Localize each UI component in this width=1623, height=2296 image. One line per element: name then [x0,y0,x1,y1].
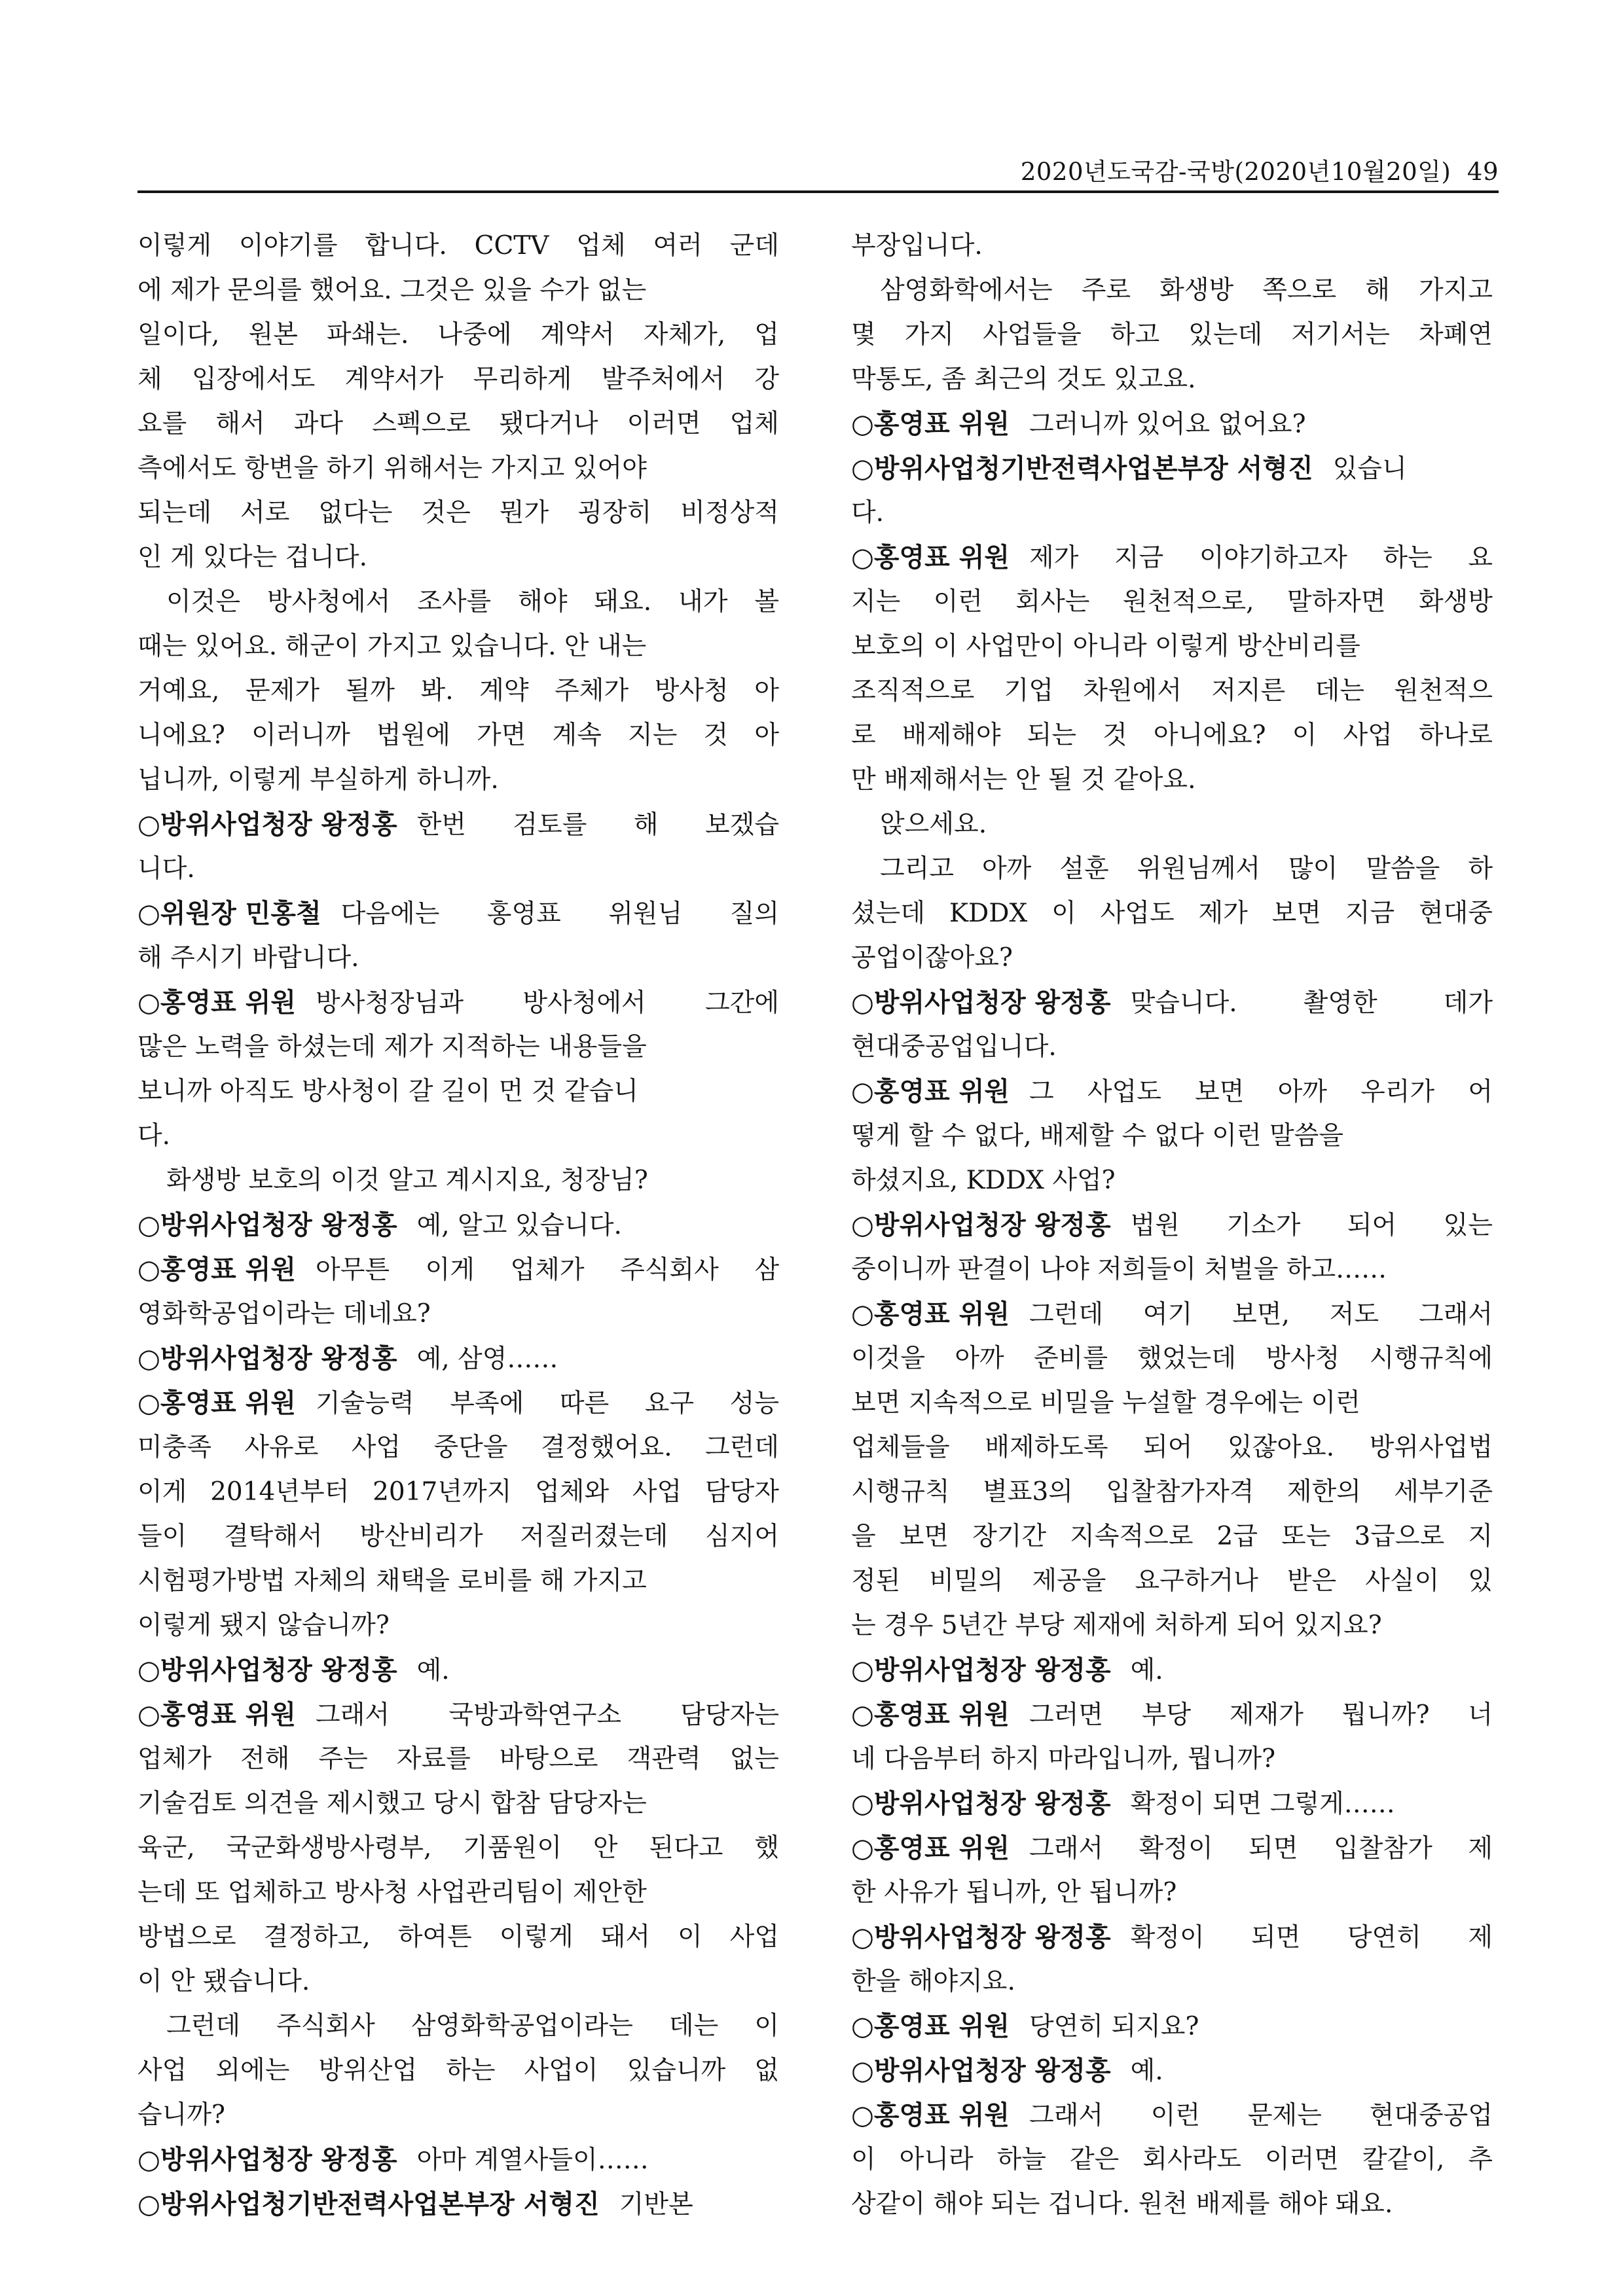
text-line [851,1871,1493,1915]
text-line [851,1381,1493,1426]
text-line [137,446,779,491]
text-line [137,1292,779,1336]
page-number: 49 [1467,158,1499,186]
line-text: 하셨지요, KDDX 사업? [851,1166,1116,1195]
line-text: 예. [416,1656,450,1685]
speaker-line [137,2182,779,2227]
speaker-name: ○방위사업청장 왕정홍 [851,1922,1111,1952]
line-text: 이것은 방사청에서 조사를 해야 돼요. 내가 볼 [166,587,779,617]
line-text: 법원 기소가 되어 있는 [1130,1211,1493,1240]
line-text: 아무튼 이게 업체가 주식회사 삼 [316,1255,779,1285]
line-text: 네 다음부터 하지 마라입니까, 뭡니까? [851,1744,1276,1774]
line-text: 일이다, 원본 파쇄는. 나중에 계약서 자체가, 업 [137,320,779,350]
text-line [137,1069,779,1114]
text-line [137,1515,779,1559]
text-line [137,313,779,357]
line-text: 그리고 아까 설훈 위원님께서 많이 말씀을 하 [880,854,1493,884]
line-text: 니다. [137,854,195,884]
line-text: 니에요? 이러니까 법원에 가면 계속 지는 것 아 [137,721,779,750]
text-line [851,357,1493,402]
speaker-name: ○방위사업청장 왕정홍 [851,2056,1111,2086]
text-line [851,713,1493,758]
line-text: 방법으로 결정하고, 하여튼 이렇게 돼서 이 사업 [137,1922,779,1952]
speaker-name: ○홍영표 위원 [851,2100,1010,2130]
line-text: 들이 결탁해서 방산비리가 저질러졌는데 심지어 [137,1522,779,1551]
line-text: 측에서도 항변을 하기 위해서는 가지고 있어야 [137,454,647,483]
line-text: 영화학공업이라는 데네요? [137,1299,431,1329]
line-text: 요를 해서 과다 스펙으로 됐다거나 이러면 업체 [137,409,779,439]
line-text: 방사청장님과 방사청에서 그간에 [316,988,779,1018]
line-text: 한을 해야지요. [851,1967,1015,1996]
line-text: 현대중공업입니다. [851,1032,1057,1062]
line-text: 다. [851,498,884,528]
text-line [851,802,1493,847]
text-line [137,535,779,580]
text-line [137,669,779,713]
speaker-line [137,802,779,847]
speaker-name: ○홍영표 위원 [137,988,297,1018]
speaker-line [851,535,1493,580]
speaker-name: ○방위사업청장 왕정홍 [851,1210,1111,1240]
line-text: 삼영화학에서는 주로 화생방 쪽으로 해 가지고 [880,276,1493,305]
line-text: 육군, 국군화생방사령부, 기품원이 안 된다고 했 [137,1833,779,1863]
text-line [137,357,779,402]
text-line [137,2093,779,2138]
line-text: 다. [137,1121,171,1151]
line-text: 이렇게 됐지 않습니까? [137,1611,390,1640]
speaker-line [851,1069,1493,1114]
text-line [851,1247,1493,1292]
line-text: 거예요, 문제가 될까 봐. 계약 주체가 방사청 아 [137,676,779,706]
line-text: 시행규칙 별표3의 입찰참가자격 제한의 세부기준 [851,1477,1493,1507]
text-line [137,2049,779,2093]
text-line [137,1737,779,1782]
speaker-line [851,2049,1493,2093]
line-text: 예, 삼영…… [416,1344,558,1374]
text-line [851,491,1493,535]
speaker-line [137,891,779,936]
speaker-name: ○방위사업청장 왕정홍 [137,1344,397,1374]
speaker-line [851,402,1493,446]
line-text: 확정이 되면 당연히 제 [1130,1923,1493,1952]
speaker-line [137,1381,779,1426]
text-line [851,580,1493,624]
line-text: 상같이 해야 되는 겁니다. 원천 배제를 해야 돼요. [851,2189,1393,2219]
text-line [851,624,1493,669]
left-text-column [137,224,779,2227]
speaker-name: ○홍영표 위원 [851,1833,1010,1863]
text-line [137,1025,779,1069]
speaker-name: ○방위사업청기반전력사업본부장 서형진 [851,454,1313,484]
text-line [137,1871,779,1915]
speaker-name: ○홍영표 위원 [851,1700,1010,1730]
line-text: 조직적으로 기업 차원에서 저지른 데는 원천적으 [851,676,1493,706]
text-line [851,1470,1493,1515]
speaker-name: ○홍영표 위원 [137,1388,297,1418]
line-text: 맞습니다. 촬영한 데가 [1130,988,1493,1018]
text-line [137,1782,779,1826]
speaker-name: ○위원장 민홍철 [137,899,321,929]
speaker-name: ○홍영표 위원 [137,1255,297,1285]
line-text: 이 안 됐습니다. [137,1967,310,1996]
speaker-name: ○방위사업청장 왕정홍 [137,2145,397,2175]
text-line [851,758,1493,802]
speaker-line [851,1648,1493,1693]
line-text: 예. [1130,2056,1163,2086]
text-line [851,1426,1493,1470]
line-text: 보호의 이 사업만이 아니라 이렇게 방산비리를 [851,632,1360,661]
line-text: 앉으세요. [880,810,987,839]
text-line [137,491,779,535]
text-line [851,669,1493,713]
speaker-line [851,2093,1493,2138]
line-text: 그 사업도 보면 아까 우리가 어 [1029,1077,1493,1107]
speaker-line [851,1915,1493,1960]
line-text: 이 아니라 하늘 같은 회사라도 이러면 칼같이, 추 [851,2145,1493,2174]
text-line [851,1737,1493,1782]
line-text: 있습니 [1332,454,1407,484]
speaker-line [851,1292,1493,1336]
text-line [851,1604,1493,1648]
page-header [137,152,1499,187]
line-text: 업체가 전해 주는 자료를 바탕으로 객관력 없는 [137,1744,779,1774]
text-line [137,1114,779,1158]
right-text-column [851,224,1493,2227]
line-text: 그런데 여기 보면, 저도 그래서 [1029,1300,1493,1329]
text-line [137,1960,779,2004]
text-line [851,1158,1493,1203]
line-text: 되는데 서로 없다는 것은 뭔가 굉장히 비정상적 [137,498,779,528]
text-line [137,1915,779,1960]
text-line [137,268,779,313]
line-text: 셨는데 KDDX 이 사업도 제가 보면 지금 현대중 [851,899,1493,928]
text-line [851,1515,1493,1559]
speaker-name: ○방위사업청장 왕정홍 [851,1655,1111,1685]
line-text: 을 보면 장기간 지속적으로 2급 또는 3급으로 지 [851,1522,1493,1551]
line-text: 예, 알고 있습니다. [416,1211,622,1240]
line-text: 미충족 사유로 사업 중단을 결정했어요. 그런데 [137,1433,779,1462]
speaker-line [851,1693,1493,1737]
line-text: 업체들을 배제하도록 되어 있잖아요. 방위사업법 [851,1433,1493,1462]
text-line [137,224,779,268]
line-text: 막통도, 좀 최근의 것도 있고요. [851,365,1196,394]
text-line [137,402,779,446]
speaker-name: ○방위사업청기반전력사업본부장 서형진 [137,2189,600,2219]
line-text: 기술능력 부족에 따른 요구 성능 [316,1389,779,1418]
speaker-name: ○홍영표 위원 [851,2011,1010,2041]
text-line [851,936,1493,980]
line-text: 해 주시기 바랍니다. [137,943,359,973]
line-text: 몇 가지 사업들을 하고 있는데 저기서는 차폐연 [851,320,1493,350]
line-text: 보니까 아직도 방사청이 갈 길이 먼 것 같습니 [137,1077,638,1106]
line-text: 부장입니다. [851,231,983,260]
line-text: 사업 외에는 방위산업 하는 사업이 있습니까 없 [137,2056,779,2085]
text-line [137,713,779,758]
speaker-line [851,2004,1493,2049]
line-text: 중이니까 판결이 나야 저희들이 처벌을 하고…… [851,1255,1387,1284]
line-text: 체 입장에서도 계약서가 무리하게 발주처에서 강 [137,365,779,394]
text-line [851,891,1493,936]
speaker-line [851,980,1493,1025]
line-text: 보면 지속적으로 비밀을 누설할 경우에는 이런 [851,1388,1360,1418]
text-line [137,936,779,980]
line-text: 정된 비밀의 제공을 요구하거나 받은 사실이 있 [851,1566,1493,1596]
text-line [851,847,1493,891]
text-line [137,1826,779,1871]
line-text: 기반본 [619,2190,693,2219]
text-line [851,2182,1493,2227]
speaker-name: ○홍영표 위원 [137,1700,297,1730]
line-text: 시험평가방법 자체의 채택을 로비를 해 가지고 [137,1566,647,1596]
line-text: 지는 이런 회사는 원천적으로, 말하자면 화생방 [851,587,1493,617]
line-text: 그래서 이런 문제는 현대중공업 [1029,2101,1493,2130]
speaker-line [137,1203,779,1247]
line-text: 그런데 주식회사 삼영화학공업이라는 데는 이 [166,2011,779,2041]
text-line [851,1025,1493,1069]
text-line [851,1559,1493,1604]
text-line [137,1470,779,1515]
line-text: 확정이 되면 그렇게…… [1130,1789,1395,1819]
line-text: 그러니까 있어요 없어요? [1029,410,1306,439]
line-text: 기술검토 의견을 제시했고 당시 합참 담당자는 [137,1789,647,1818]
running-title: 2020년도국감-국방(2020년10월20일) [1020,158,1451,186]
line-text: 인 게 있다는 겁니다. [137,543,367,572]
line-text: 제가 지금 이야기하고자 하는 요 [1029,543,1493,573]
line-text: 닙니까, 이렇게 부실하게 하니까. [137,765,499,795]
text-line [137,1559,779,1604]
line-text: 다음에는 홍영표 위원님 질의 [340,899,779,929]
speaker-name: ○방위사업청장 왕정홍 [851,1789,1111,1819]
text-line [137,847,779,891]
line-text: 그러면 부당 제재가 뭡니까? 너 [1029,1700,1493,1730]
line-text: 예. [1130,1656,1163,1685]
line-text: 그래서 확정이 되면 입찰참가 제 [1029,1834,1493,1863]
text-line [137,1158,779,1203]
text-line [137,1604,779,1648]
speaker-name: ○홍영표 위원 [851,1299,1010,1329]
text-line [137,1426,779,1470]
line-text: 만 배제해서는 안 될 것 같아요. [851,765,1196,795]
speaker-line [851,1203,1493,1247]
line-text: 때는 있어요. 해군이 가지고 있습니다. 안 내는 [137,632,647,661]
line-text: 로 배제해야 되는 것 아니에요? 이 사업 하나로 [851,721,1493,750]
speaker-line [851,1782,1493,1826]
text-line [851,1960,1493,2004]
line-text: 한번 검토를 해 보겠습 [416,810,779,840]
speaker-line [137,1648,779,1693]
text-line [851,313,1493,357]
speaker-name: ○방위사업청장 왕정홍 [851,988,1111,1018]
line-text: 이것을 아까 준비를 했었는데 방사청 시행규칙에 [851,1344,1493,1373]
text-line [137,2004,779,2049]
text-line [137,758,779,802]
text-line [137,580,779,624]
line-text: 는데 또 업체하고 방사청 사업관리팀이 제안한 [137,1878,647,1907]
line-text: 당연히 되지요? [1029,2012,1199,2041]
speaker-line [137,2138,779,2182]
line-text: 습니까? [137,2100,225,2130]
line-text: 에 제가 문의를 했어요. 그것은 있을 수가 없는 [137,276,647,305]
speaker-name: ○홍영표 위원 [851,1077,1010,1107]
line-text: 화생방 보호의 이것 알고 계시지요, 청장님? [166,1166,648,1195]
text-line [851,1336,1493,1381]
speaker-name: ○방위사업청장 왕정홍 [137,1210,397,1240]
line-text: 이게 2014년부터 2017년까지 업체와 사업 담당자 [137,1477,779,1507]
speaker-line [137,1247,779,1292]
line-text: 많은 노력을 하셨는데 제가 지적하는 내용들을 [137,1032,647,1062]
speaker-name: ○홍영표 위원 [851,409,1010,439]
speaker-line [851,446,1493,491]
line-text: 는 경우 5년간 부당 제재에 처하게 되어 있지요? [851,1611,1382,1640]
speaker-line [137,1336,779,1381]
line-text: 공업이잖아요? [851,943,1013,973]
speaker-line [137,1693,779,1737]
text-line [851,2138,1493,2182]
line-text: 한 사유가 됩니까, 안 됩니까? [851,1878,1177,1907]
line-text: 이렇게 이야기를 합니다. CCTV 업체 여러 군데 [137,231,779,260]
line-text: 그래서 국방과학연구소 담당자는 [316,1700,779,1730]
header-rule [137,190,1499,193]
line-text: 떻게 할 수 없다, 배제할 수 없다 이런 말씀을 [851,1121,1344,1151]
speaker-line [851,1826,1493,1871]
speaker-line [137,980,779,1025]
text-line [137,624,779,669]
line-text: 아마 계열사들이…… [416,2145,649,2175]
speaker-name: ○방위사업청장 왕정홍 [137,1655,397,1685]
speaker-name: ○홍영표 위원 [851,543,1010,573]
speaker-name: ○방위사업청장 왕정홍 [137,810,397,840]
text-line [851,1114,1493,1158]
text-line [851,224,1493,268]
text-line [851,268,1493,313]
